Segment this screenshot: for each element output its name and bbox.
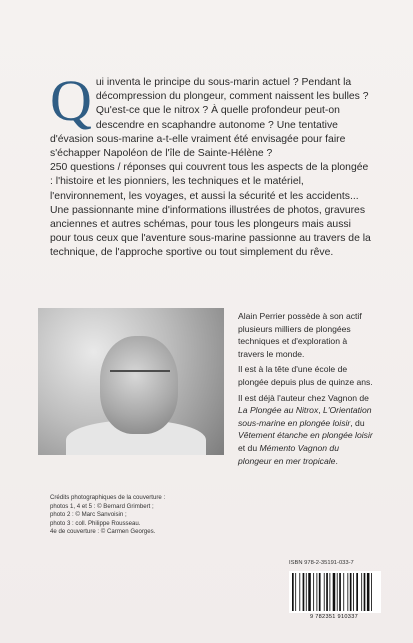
book-title: Vêtement étanche en plongée loisir bbox=[238, 430, 373, 441]
isbn-label: ISBN 978-2-35191-033-7 bbox=[289, 560, 354, 566]
photo-credits bbox=[50, 494, 250, 537]
drop-cap: Q bbox=[50, 68, 92, 133]
credit-line: photos 1, 4 et 5 : © Bernard Grimbert ; bbox=[50, 502, 154, 510]
book-title: Mémento Vagnon du plongeur en mer tropicale bbox=[238, 442, 339, 466]
book-title: La Plongée au Nitrox bbox=[238, 405, 319, 416]
bio-paragraph-school: Il est à la tête d'une école de plongée depuis plus de quinze ans. bbox=[238, 364, 373, 387]
credit-line: photo 2 : © Marc Sanvoisin ; bbox=[50, 511, 127, 519]
author-photo bbox=[38, 308, 224, 455]
barcode-number: 9 782351 910337 bbox=[309, 614, 359, 620]
bio-paragraph-experience: Alain Perrier possède à son actif plusieurs milliers de plongées techniques et d'exploration à travers le monde. bbox=[238, 311, 362, 359]
credit-line: photo 3 : coll. Philippe Rousseau. bbox=[50, 519, 141, 527]
bio-paragraph-books: Il est déjà l'auteur chez Vagnon de La Plongée au Nitrox, L'Orientation sous-marine en plongée loisir, du Vêtement étanche en plongée loisir et du Mémento Vagnon du plongeur en mer tropicale. bbox=[238, 392, 373, 466]
barcode-image bbox=[289, 571, 381, 613]
author-bio bbox=[238, 310, 374, 470]
credits-heading: Crédits photographiques de la couverture : bbox=[50, 494, 166, 501]
intro-paragraph-questions: ui inventa le principe du sous-marin actuel ? Pendant la décompression du plongeur, comment naissent les bulles ? Qu'est-ce que le nitrox ? À quelle profondeur peut-on descendre en scaphandre autonome ? Une tentative d'évasion sous-marine a-t-elle vraiment été envisagée pour faire s'échapper Napoléon de l'île de Sainte-Hélène ? bbox=[50, 77, 369, 160]
credit-line: 4e de couverture : © Carmen Georges. bbox=[50, 528, 156, 536]
intro-paragraph-audience: Une passionnante mine d'informations illustrées de photos, gravures anciennes et autres schémas, pour tous les plongeurs mais aussi pour tous ceux que l'aventure sous-marine passionne au travers de la technique, de l'approche sportive ou tout simplement du rêve. bbox=[50, 204, 371, 259]
book-title: L'Orientation sous-marine en plongée loisir bbox=[238, 405, 372, 428]
intro-text bbox=[50, 68, 372, 261]
intro-paragraph-summary: 250 questions / réponses qui couvrent tous les aspects de la plongée : l'histoire et les pionniers, les techniques et le matériel, l'environnement, les voyages, et aussi la sécurité et les accidents... bbox=[50, 162, 369, 202]
